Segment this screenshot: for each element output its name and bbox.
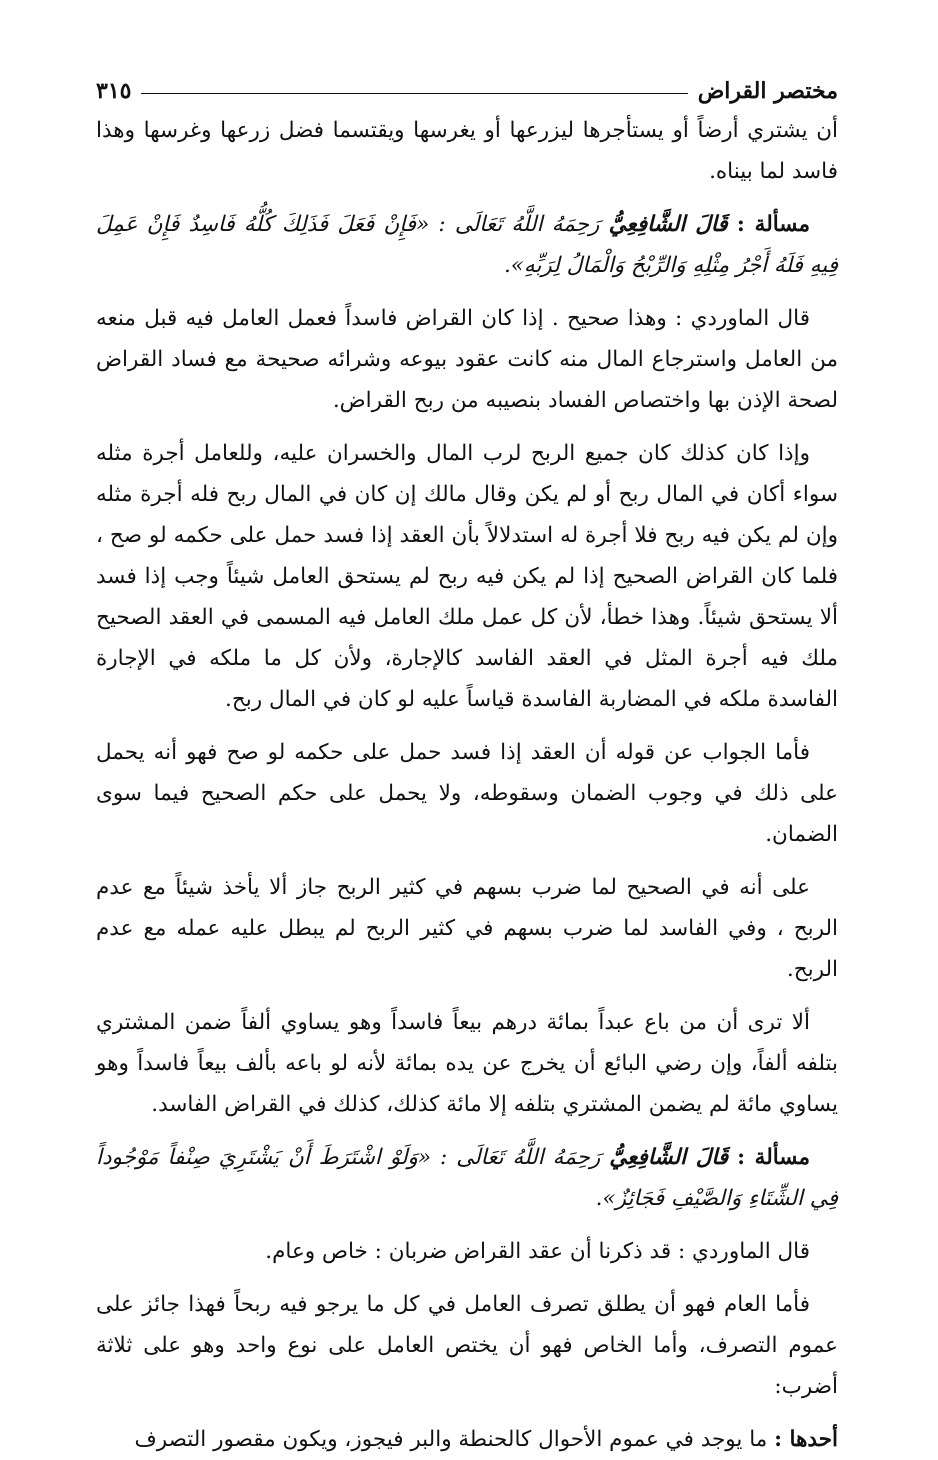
quote-text: رَحِمَهُ اللَّهُ تَعَالَى : «وَلَوْ اشْتَرَطَ أَنْ يَشْتَرِيَ صِنْفاً مَوْجُوداً فِي الشِّتَاءِ وَالصَّيْفِ فَجَائِزٌ». (96, 1145, 838, 1211)
numbered-paragraph: أحدها : ما يوجد في عموم الأحوال كالحنطة والبر فيجوز، ويكون مقصور التصرف (134, 1427, 838, 1452)
paragraph: وإذا كان كذلك كان جميع الربح لرب المال والخسران عليه، وللعامل أجرة مثله سواء أكان في المال ربح أو لم يكن وقال مالك إن كان في المال ربح فله أجرة مثله وإن لم يكن فيه ربح فلا أجرة له استدلالاً بأن العقد إذا فسد حمل على حكمه لو صح ، فلما كان القراض الصحيح إذا لم يكن فيه ربح لم يستحق العامل شيئاً وجب إذا فسد ألا يستحق شيئاً. وهذا خطأ، لأن كل عمل ملك العامل فيه المسمى في العقد الصحيح ملك فيه أجرة المثل في العقد الفاسد كالإجارة، ولأن كل ما ملكه في الإجارة الفاسدة ملكه في المضاربة الفاسدة قياساً عليه لو كان في المال ربح. (96, 441, 838, 712)
masala-label: مسألة : (736, 212, 810, 237)
paragraph: فأما الجواب عن قوله أن العقد إذا فسد حمل على حكمه لو صح فهو أنه يحمل على ذلك في وجوب الضمان وسقوطه، ولا يحمل على حكم الصحيح فيما سوى الضمان. (96, 740, 838, 847)
item-label: أحدها : (774, 1427, 838, 1452)
page-header (96, 58, 838, 104)
paragraph: ألا ترى أن من باع عبداً بمائة درهم بيعاً فاسداً وهو يساوي ألفاً ضمن المشتري بتلفه ألفاً، وإن رضي البائع أن يخرج عن يده بمائة لأنه لو باعه بألف بيعاً فاسداً وهو يساوي مائة لم يضمن المشتري بتلفه إلا مائة كذلك، كذلك في القراض الفاسد. (96, 1010, 838, 1117)
paragraph: أن يشتري أرضاً أو يستأجرها ليزرعها أو يغرسها ويقتسما فضل زرعها وغرسها وهذا فاسد لما بيناه. (96, 118, 838, 184)
running-title: مختصر القراض (697, 78, 838, 104)
header-rule (141, 93, 687, 94)
page-body (96, 110, 838, 1460)
paragraph: على أنه في الصحيح لما ضرب بسهم في كثير الربح جاز ألا يأخذ شيئاً مع عدم الربح ، وفي الفاسد لما ضرب بسهم في كثير الربح لم يبطل عليه عمله مع عدم الربح. (96, 875, 838, 982)
speaker: قَالَ الشَّافِعِيُّ (608, 212, 728, 237)
paragraph: فأما العام فهو أن يطلق تصرف العامل في كل ما يرجو فيه ربحاً فهذا جائز على عموم التصرف، وأما الخاص فهو أن يختص العامل على نوع واحد وهو على ثلاثة أضرب: (96, 1292, 838, 1399)
speaker: قَالَ الشَّافِعِيُّ (609, 1145, 729, 1170)
paragraph: قال الماوردي : وهذا صحيح . إذا كان القراض فاسداً فعمل العامل فيه قبل منعه من العامل واسترجاع المال منه كانت عقود بيوعه وشرائه صحيحة مع فساد القراض لصحة الإذن بها واختصاص الفساد بنصيبه من ربح القراض. (96, 306, 838, 413)
paragraph: قال الماوردي : قد ذكرنا أن عقد القراض ضربان : خاص وعام. (265, 1239, 810, 1264)
quote-text: رَحِمَهُ اللَّهُ تَعَالَى : «فَإِنْ فَعَلَ فَذَلِكَ كُلُّهُ فَاسِدٌ فَإِنْ عَمِلَ فِيهِ فَلَهُ أَجْرُ مِثْلِهِ وَالرِّبْحُ وَالْمَالُ لِرَبِّهِ». (96, 212, 838, 278)
masala-label: مسألة : (737, 1145, 810, 1170)
page-number: ٣١٥ (96, 78, 132, 104)
masala-paragraph (96, 204, 838, 286)
masala-paragraph (96, 1137, 838, 1219)
